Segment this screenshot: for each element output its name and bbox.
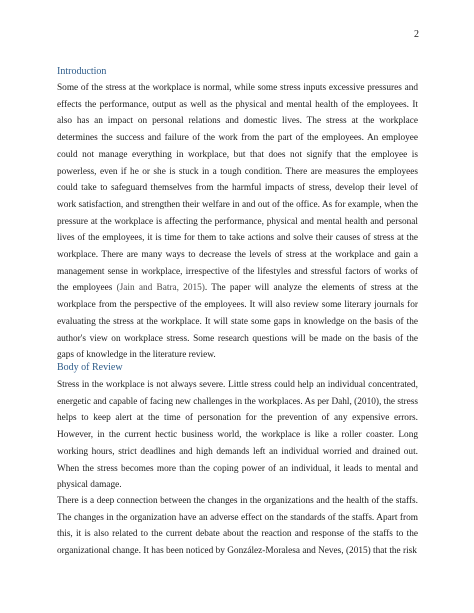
introduction-text-part1: Some of the stress at the workplace is normal, while some stress inputs excessive pressures and effects the performance, output as well as the physical and mental health of the employees. It also has an impact on personal relations and domestic lives. The stress at the workplace determines the success and failure of the work from the part of the employees. An employee could not manage everything in workplace, but that does not signify that the employee is powerless, even if he or she is stuck in a tough condition. There are measures the employees could take to safeguard themselves from the harmful impacts of stress, develop their level of work satisfaction, and strengthen their welfare in and out of the office. As for example, when the pressure at the workplace is affecting the performance, physical and mental health and personal lives of the employees, it is time for them to take actions and solve their causes of stress at the workplace. There are many ways to decrease the levels of stress at the workplace and gain a management sense in workplace, irrespective of the lifestyles and stressful factors of works of the employees (57, 83, 418, 294)
body-of-review-heading: Body of Review (57, 362, 123, 373)
body-of-review-paragraph-2: There is a deep connection between the changes in the organizations and the health of the staffs. The changes in the organization have an adverse effect on the standards of the staffs. Apart from this, it is also related to the current debate about the reaction and response of the staffs to the organizational change. It has been noticed by González-Moralesa and Neves, (2015) that the risk (57, 496, 418, 557)
citation-jain-batra: (Jain and Batra, 2015) (116, 283, 205, 294)
body-of-review-paragraph-1: Stress in the workplace is not always severe. Little stress could help an individual concentrated, energetic and capable of facing new challenges in the workplaces. As per Dahl, (2010), the stress helps to keep alert at the time of personation for the prevention of any expensive errors. However, in the current hectic business world, the workplace is like a roller coaster. Long working hours, strict deadlines and high demands left an individual worried and drained out. When the stress becomes more than the coping power of an individual, it leads to mental and physical damage. (57, 380, 418, 491)
introduction-heading: Introduction (57, 66, 107, 77)
introduction-paragraph (57, 80, 418, 364)
page-number: 2 (414, 29, 419, 40)
introduction-text-part2: . The paper will analyze the elements of stress at the workplace from the perspective of the employees. It will also review some literary journals for evaluating the stress at the workplace. It will state some gaps in knowledge on the basis of the author's view on workplace stress. Some research questions will be made on the basis of the gaps of knowledge in the literature review. (57, 283, 419, 361)
